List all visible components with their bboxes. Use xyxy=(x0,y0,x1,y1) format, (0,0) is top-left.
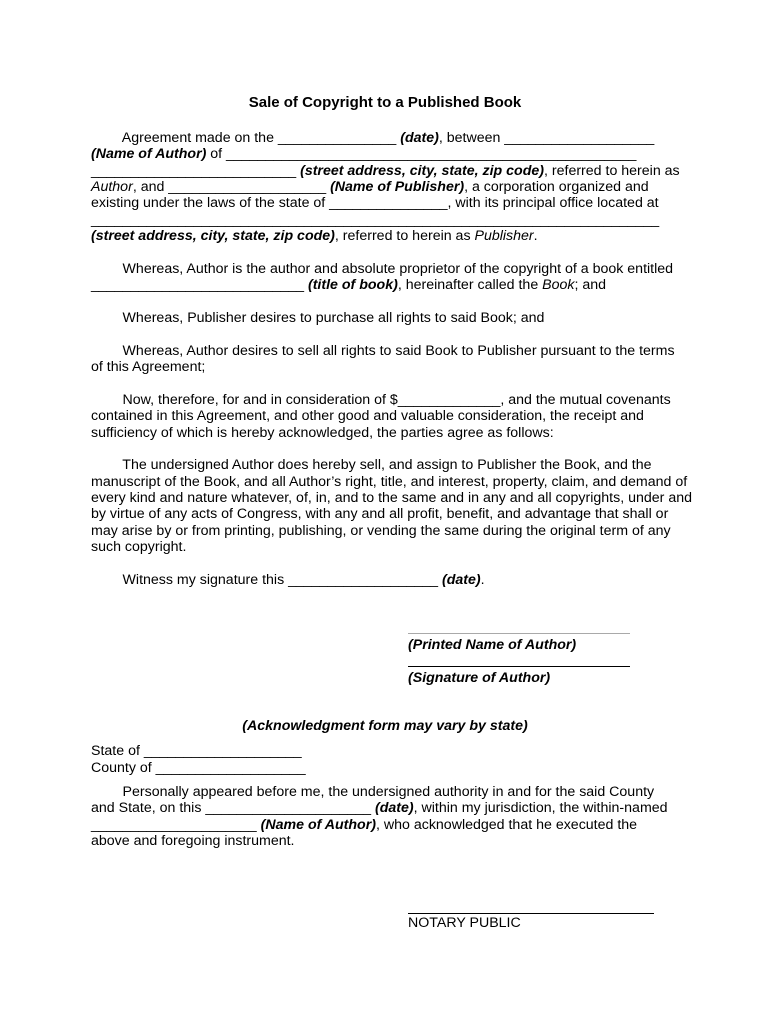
document-title: Sale of Copyright to a Published Book xyxy=(248,94,522,111)
assignment-line-6: such copyright. xyxy=(91,539,187,555)
signature-label: (Signature of Author) xyxy=(408,670,551,686)
county-line: County of ___________________ xyxy=(91,760,306,776)
acknowledgment-line-4: above and foregoing instrument. xyxy=(91,833,295,849)
assignment-line-1: The undersigned Author does hereby sell, and assign to Publisher the Book, and the xyxy=(91,457,652,473)
printed-name-label: (Printed Name of Author) xyxy=(408,637,577,653)
assignment-line-3: every kind and nature whatever, of, in, and to the same and in any and all copyrights, under and xyxy=(91,490,692,506)
agreement-line-1: Agreement made on the _______________ (date), between ___________________ xyxy=(91,130,655,146)
witness-line: Witness my signature this ___________________ (date). xyxy=(91,572,485,588)
notary-signature-line xyxy=(408,913,654,914)
agreement-line-7: (street address, city, state, zip code), referred to herein as Publisher. xyxy=(91,228,538,244)
notary-public-label: NOTARY PUBLIC xyxy=(408,915,521,931)
whereas-2-line: Whereas, Publisher desires to purchase all rights to said Book; and xyxy=(91,310,545,326)
acknowledgment-line-1: Personally appeared before me, the undersigned authority in and for the said County xyxy=(91,784,655,800)
agreement-line-4: Author, and ____________________ (Name of Publisher), a corporation organized and xyxy=(91,179,649,195)
consideration-line-2: contained in this Agreement, and other good and valuable consideration, the receipt and xyxy=(91,408,644,424)
assignment-line-2: manuscript of the Book, and all Author’s right, title, and interest, property, claim, and demand of xyxy=(91,474,688,490)
acknowledgment-line-3: _____________________ (Name of Author), who acknowledged that he executed the xyxy=(91,817,638,833)
signature-line xyxy=(408,666,630,667)
acknowledgment-line-2: and State, on this _____________________ (date), within my jurisdiction, the within-named xyxy=(91,800,668,816)
whereas-1-line-1: Whereas, Author is the author and absolute proprietor of the copyright of a book entitled xyxy=(91,261,674,277)
acknowledgment-heading: (Acknowledgment form may vary by state) xyxy=(242,718,528,734)
whereas-3-line-1: Whereas, Author desires to sell all rights to said Book to Publisher pursuant to the terms xyxy=(91,343,675,359)
agreement-line-6: ________________________________________________________________________ xyxy=(91,212,660,228)
whereas-3-line-2: of this Agreement; xyxy=(91,359,206,375)
consideration-line-1: Now, therefore, for and in consideration of $_____________, and the mutual covenants xyxy=(91,392,671,408)
assignment-line-5: may arise by or from printing, publishing, or vending the same during the original term of any xyxy=(91,523,671,539)
whereas-1-line-2: ___________________________ (title of book), hereinafter called the Book; and xyxy=(91,277,607,293)
agreement-line-2: (Name of Author) of ____________________________________________________ xyxy=(91,146,637,162)
printed-name-line xyxy=(408,633,630,634)
agreement-line-3: __________________________ (street address, city, state, zip code), referred to herein as xyxy=(91,163,680,179)
state-line: State of ____________________ xyxy=(91,743,302,759)
consideration-line-3: sufficiency of which is hereby acknowledged, the parties agree as follows: xyxy=(91,425,554,441)
assignment-line-4: by virtue of any acts of Congress, with any and all profit, benefit, and advantage that shall or xyxy=(91,506,669,522)
agreement-line-5: existing under the laws of the state of _______________, with its principal office located at xyxy=(91,195,659,211)
